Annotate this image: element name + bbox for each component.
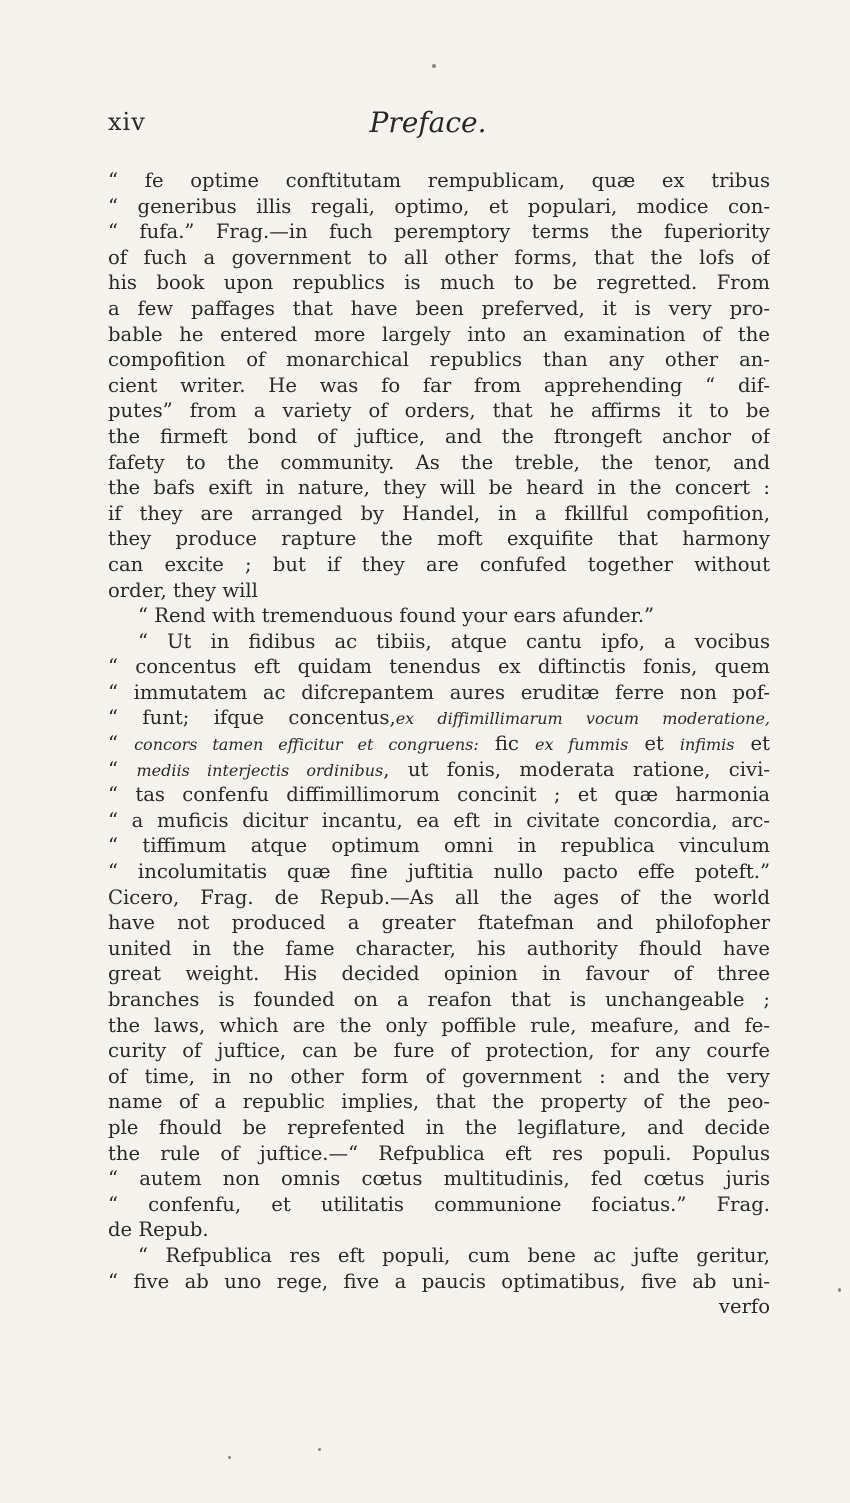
text-segment: “ funt; ifque concentus, bbox=[108, 706, 396, 730]
preface-body-text bbox=[108, 168, 770, 1320]
text-line: order, they will bbox=[108, 578, 258, 602]
text-line: “ Refpublica res eft populi, cum bene ac jufte geritur, bbox=[138, 1243, 770, 1267]
text-segment: fic bbox=[478, 732, 535, 756]
text-line: the firmeft bond of juftice, and the ftrongeft anchor of bbox=[108, 424, 770, 448]
text-line: putes” from a variety of orders, that he affirms it to be bbox=[108, 399, 770, 423]
paper-speck bbox=[228, 1456, 231, 1459]
text-line: “ fufa.” Frag.—in fuch peremptory terms the fuperiority bbox=[108, 220, 770, 244]
text-line: the bafs exift in nature, they will be heard in the concert : bbox=[108, 476, 770, 500]
text-line: of fuch a government to all other forms, that the lofs of bbox=[108, 245, 770, 269]
text-line: “ five ab uno rege, five a paucis optimatibus, five ab uni- bbox=[108, 1269, 770, 1293]
text-segment: “ bbox=[108, 757, 137, 781]
text-line bbox=[108, 731, 770, 757]
text-line: branches is founded on a reafon that is unchangeable ; bbox=[108, 988, 770, 1011]
page-number: xiv bbox=[108, 108, 146, 136]
text-line: “ immutatem ac difcrepantem aures eruditæ ferre non pof- bbox=[108, 680, 770, 704]
text-line: “ concentus eft quidam tenendus ex diftinctis fonis, quem bbox=[108, 655, 770, 679]
text-line: “ fe optime conftitutam rempublicam, quæ ex tribus bbox=[108, 169, 770, 192]
text-line: “ a muficis dicitur incantu, ea eft in civitate concordia, arc- bbox=[108, 808, 770, 832]
text-line: if they are arranged by Handel, in a fkillful compofition, bbox=[108, 501, 770, 525]
text-line: they produce rapture the moft exquifite that harmony bbox=[108, 527, 770, 551]
text-segment: et bbox=[734, 732, 770, 756]
text-line: “ tiffimum atque optimum omni in republica vinculum bbox=[108, 834, 770, 858]
text-line: “ Ut in fidibus ac tibiis, atque cantu ipfo, a vocibus bbox=[138, 629, 770, 653]
italic-segment: concors tamen efficitur et congruens: bbox=[134, 735, 479, 755]
text-line: united in the fame character, his authority fhould have bbox=[108, 936, 770, 960]
italic-segment: mediis interjectis ordinibus bbox=[136, 760, 384, 780]
catchword: verfo bbox=[718, 1295, 770, 1319]
text-line: cient writer. He was fo far from apprehending “ dif- bbox=[108, 373, 770, 397]
paper-speck bbox=[318, 1448, 321, 1451]
text-line: ple fhould be reprefented in the legiflature, and decide bbox=[108, 1115, 770, 1139]
text-segment: , ut fonis, moderata ratione, civi- bbox=[383, 757, 770, 781]
text-line: Cicero, Frag. de Repub.—As all the ages of the world bbox=[108, 885, 770, 909]
text-line bbox=[108, 757, 770, 783]
text-segment: “ bbox=[108, 732, 135, 756]
text-line bbox=[108, 705, 770, 731]
text-line: fafety to the community. As the treble, the tenor, and bbox=[108, 450, 770, 474]
italic-segment: ex diffimillimarum vocum moderatione, bbox=[395, 709, 770, 729]
text-line: the rule of juftice.—“ Refpublica eft res populi. Populus bbox=[108, 1141, 770, 1165]
text-line: compofition of monarchical republics than any other an- bbox=[108, 348, 770, 372]
text-line: have not produced a greater ftatefman and philofopher bbox=[108, 911, 770, 935]
italic-segment: infimis bbox=[679, 735, 735, 755]
text-line: “ confenfu, et utilitatis communione fociatus.” Frag. bbox=[108, 1192, 770, 1216]
text-line: of time, in no other form of government : and the very bbox=[108, 1064, 770, 1088]
text-line: his book upon republics is much to be regretted. From bbox=[108, 271, 770, 295]
text-line: a few paffages that have been preferved, it is very pro- bbox=[108, 296, 770, 320]
text-segment: et bbox=[628, 732, 680, 756]
text-line: can excite ; but if they are confufed together without bbox=[108, 552, 770, 576]
running-head: Preface. bbox=[369, 106, 487, 139]
text-line: “ tas confenfu diffimillimorum concinit ; et quæ harmonia bbox=[108, 783, 770, 807]
text-line: de Repub. bbox=[108, 1218, 209, 1242]
text-line: “ autem non omnis cœtus multitudinis, fed cœtus juris bbox=[108, 1167, 770, 1191]
text-line: great weight. His decided opinion in favour of three bbox=[108, 962, 770, 986]
text-line: bable he entered more largely into an examination of the bbox=[108, 322, 770, 346]
paper-speck bbox=[838, 1288, 841, 1292]
italic-segment: ex fummis bbox=[534, 735, 629, 755]
verse-quotation: “ Rend with tremenduous found your ears afunder.” bbox=[138, 604, 655, 628]
text-line: the laws, which are the only poffible rule, meafure, and fe- bbox=[108, 1013, 770, 1037]
text-line: curity of juftice, can be fure of protection, for any courfe bbox=[108, 1039, 770, 1063]
text-line: “ incolumitatis quæ fine juftitia nullo pacto effe poteft.” bbox=[108, 860, 770, 884]
paper-speck bbox=[432, 64, 436, 68]
text-line: name of a republic implies, that the property of the peo- bbox=[108, 1090, 770, 1114]
text-line: “ generibus illis regali, optimo, et populari, modice con- bbox=[108, 194, 770, 218]
page-header bbox=[78, 106, 778, 146]
